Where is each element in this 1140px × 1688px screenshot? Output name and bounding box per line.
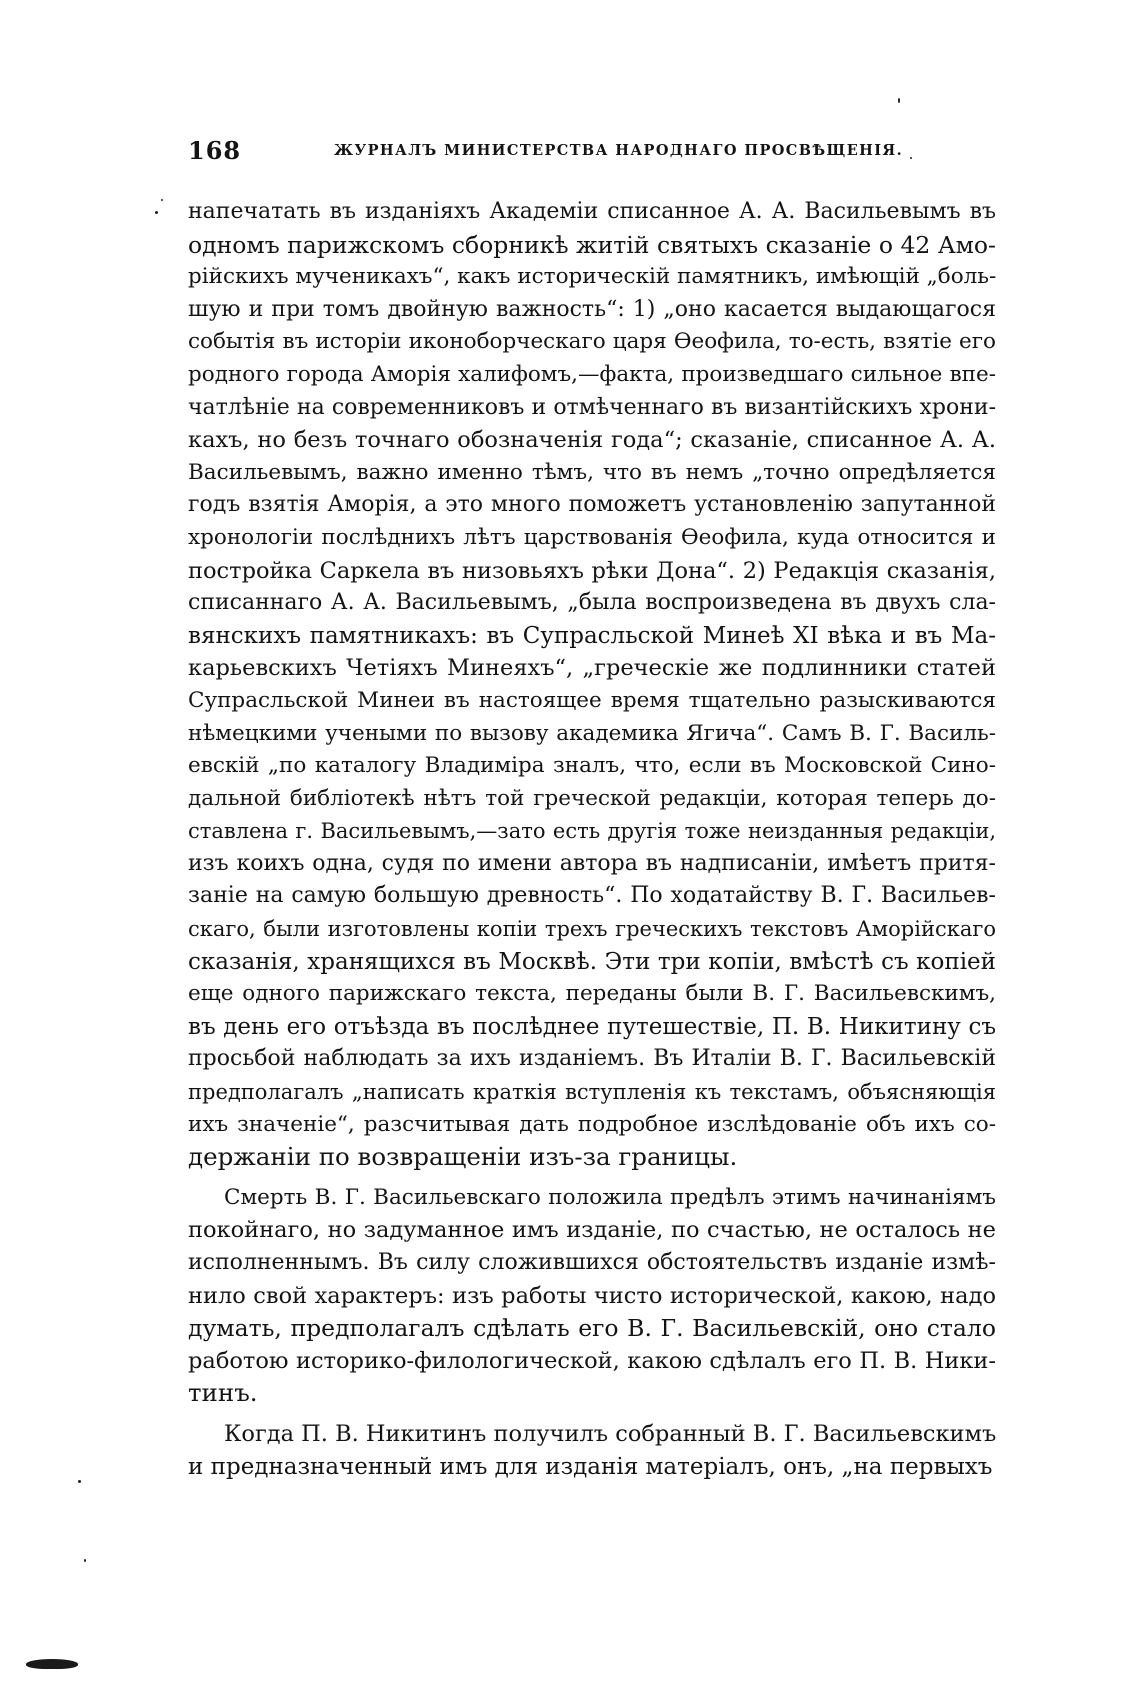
scan-speck <box>84 1559 86 1562</box>
page-header <box>188 136 996 176</box>
text-line: Смерть В. Г. Васильевскаго положила предѣлъ этимъ начинаніямъ <box>224 1184 996 1210</box>
text-line: дальной библіотекѣ нѣтъ той греческой редакціи, которая теперь до- <box>188 785 996 811</box>
scan-speck <box>155 211 158 214</box>
page-number: 168 <box>188 136 242 165</box>
text-line: нѣмецкими учеными по вызову академика Ягича“. Самъ В. Г. Василь- <box>188 720 996 746</box>
text-line: нило свой характеръ: изъ работы чисто исторической, какою, надо <box>188 1282 996 1309</box>
text-line: одномъ парижскомъ сборникѣ житій святыхъ сказаніе о 42 Амо- <box>188 230 996 259</box>
text-line: ставлена г. Васильевымъ,—зато есть другія тоже неизданныя редакціи, <box>188 819 996 844</box>
text-line: событія въ исторіи иконоборческаго царя Өеофила, то-есть, взятіе его <box>188 329 996 355</box>
scan-speck <box>910 157 912 159</box>
text-line: вянскихъ памятникахъ: въ Супрасльской Минеѣ XI вѣка и въ Ма- <box>188 622 996 649</box>
paragraph-gap <box>188 1174 996 1182</box>
text-line: просьбой наблюдать за ихъ изданіемъ. Въ Италіи В. Г. Васильевскій <box>188 1046 996 1072</box>
text-line: списаннаго А. А. Васильевымъ, „была воспроизведена въ двухъ сла- <box>188 590 996 616</box>
paragraph <box>188 196 996 1174</box>
text-line: скаго, были изготовлены копіи трехъ греческихъ текстовъ Аморійскаго <box>188 917 996 942</box>
text-line: хронологіи послѣднихъ лѣтъ царствованія Өеофила, куда относится и <box>188 524 996 550</box>
text-line: рійскихъ мученикахъ“, какъ историческій памятникъ, имѣющій „боль- <box>188 264 997 290</box>
text-line: и предназначенный имъ для изданія матеріалъ, онъ, „на первыхъ <box>188 1453 993 1480</box>
text-line: Когда П. В. Никитинъ получилъ собранный В. Г. Васильевскимъ <box>224 1420 997 1447</box>
text-line: еще одного парижскаго текста, переданы были В. Г. Васильевскимъ, <box>188 981 996 1007</box>
scan-speck <box>78 1480 81 1483</box>
text-line: евскій „по каталогу Владиміра зналъ, что, если въ Московской Сино- <box>188 753 996 779</box>
text-line: сказанія, хранящихся въ Москвѣ. Эти три копіи, вмѣстѣ съ копіей <box>188 948 996 975</box>
text-line: работою историко-филологической, какою сдѣлалъ его П. В. Ники- <box>188 1347 996 1374</box>
text-line: кахъ, но безъ точнаго обозначенія года“; сказаніе, списанное А. А. <box>188 427 996 454</box>
text-line: родного города Аморія халифомъ,—факта, произведшаго сильное впе- <box>188 361 996 387</box>
text-line: предполагалъ „написать краткія вступленія къ текстамъ, объясняющія <box>188 1080 996 1105</box>
text-line: держаніи по возвращеніи изъ-за границы. <box>188 1142 738 1172</box>
body-text <box>188 196 996 1483</box>
paragraph-gap <box>188 1410 996 1418</box>
text-line: исполненнымъ. Въ силу сложившихся обстоятельствъ изданіе измѣ- <box>188 1250 996 1275</box>
running-title: ЖУРНАЛЪ МИНИСТЕРСТВА НАРОДНАГО ПРОСВѢЩЕНІЯ. <box>334 142 904 159</box>
text-line: тинъ. <box>188 1378 258 1408</box>
text-line: шую и при томъ двойную важность“: 1) „оно касается выдающагося <box>188 296 996 322</box>
text-line: карьевскихъ Четіяхъ Минеяхъ“, „греческіе же подлинники статей <box>188 655 996 682</box>
scan-speck <box>161 199 163 201</box>
text-line: думать, предполагалъ сдѣлать его В. Г. Васильевскій, оно стало <box>188 1314 996 1343</box>
scan-speck <box>898 98 900 103</box>
text-line: напечатать въ изданіяхъ Академіи списанное А. А. Васильевымъ въ <box>188 199 996 224</box>
text-line: изъ коихъ одна, судя по имени автора въ надписаніи, имѣетъ притя- <box>188 850 996 876</box>
paragraph <box>188 1418 996 1483</box>
text-line: Супрасльской Минеи въ настоящее время тщательно разыскиваются <box>188 687 996 713</box>
text-line: постройка Саркела въ низовьяхъ рѣки Дона“. 2) Редакція сказанія, <box>188 557 996 584</box>
paragraph <box>188 1182 996 1410</box>
text-line: чатлѣніе на современниковъ и отмѣченнаго въ византійскихъ хрони- <box>188 394 996 420</box>
text-line: покойнаго, но задуманное имъ изданіе, по счастью, не осталось не <box>188 1217 996 1244</box>
text-line: ихъ значеніе“, разсчитывая дать подробное изслѣдованіе объ ихъ со- <box>188 1111 996 1137</box>
text-line: заніе на самую большую древность“. По ходатайству В. Г. Васильев- <box>188 883 996 909</box>
text-line: въ день его отъѣзда въ послѣднее путешествіе, П. В. Никитину съ <box>188 1013 996 1040</box>
text-line: годъ взятія Аморія, а это много поможетъ установленію запутанной <box>188 492 996 518</box>
text-line: Васильевымъ, важно именно тѣмъ, что въ немъ „точно опредѣляется <box>188 459 996 485</box>
scan-smudge <box>26 1659 78 1669</box>
